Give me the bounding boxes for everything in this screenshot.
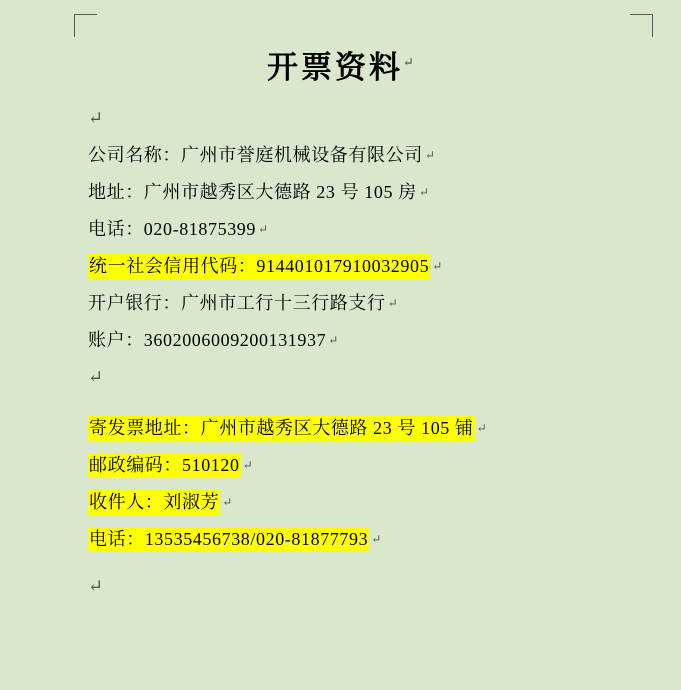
- paragraph-mark: ↵: [432, 259, 443, 273]
- line-recipient-phone: [88, 521, 648, 558]
- page-title-text: 开票资料: [267, 50, 404, 86]
- crop-mark-top-left: [74, 14, 97, 37]
- crop-mark-top-right: [630, 14, 653, 37]
- line-text: 寄发票地址：广州市越秀区大德路 23 号 105 铺: [88, 416, 475, 441]
- line-text: 邮政编码：510120: [88, 453, 241, 478]
- paragraph-mark: ↵: [387, 296, 399, 310]
- paragraph-mark: ↵: [328, 333, 339, 347]
- line-text: 账户：3602006009200131937: [88, 330, 327, 350]
- line-company-name: [88, 137, 648, 174]
- line-address: [88, 174, 648, 211]
- empty-paragraph-1: [88, 100, 648, 137]
- line-text: 地址：广州市越秀区大德路 23 号 105 房: [88, 182, 417, 202]
- document-body: [88, 100, 648, 605]
- spacer: [88, 396, 648, 410]
- line-text: 电话：13535456738/020-81877793: [88, 527, 369, 552]
- line-recipient: [88, 484, 648, 521]
- paragraph-mark: ↵: [88, 108, 104, 128]
- line-phone: [88, 211, 648, 248]
- empty-paragraph-2: [88, 359, 648, 396]
- line-text: 开户银行：广州市工行十三行路支行: [88, 293, 386, 313]
- paragraph-mark: ↵: [242, 458, 254, 472]
- paragraph-mark: ↵: [88, 576, 104, 596]
- paragraph-mark: ↵: [222, 495, 233, 509]
- paragraph-mark: ↵: [371, 532, 382, 546]
- line-postal-code: [88, 447, 648, 484]
- line-tax-id: [88, 248, 648, 285]
- line-text: 收件人：刘淑芳: [88, 490, 220, 515]
- line-text: 统一社会信用代码：914401017910032905: [88, 254, 430, 279]
- line-invoice-mailing-address: [88, 410, 648, 447]
- paragraph-mark: ↵: [403, 55, 414, 71]
- line-bank: [88, 285, 648, 322]
- paragraph-mark: ↵: [476, 421, 488, 435]
- line-text: 电话：020-81875399: [88, 219, 256, 239]
- paragraph-mark: ↵: [258, 222, 269, 236]
- empty-paragraph-3: [88, 568, 648, 605]
- paragraph-mark: ↵: [418, 185, 430, 199]
- paragraph-mark: ↵: [88, 367, 104, 387]
- line-account: [88, 322, 648, 359]
- page-title: [0, 42, 681, 87]
- paragraph-mark: ↵: [424, 148, 436, 162]
- spacer: [88, 558, 648, 568]
- line-text: 公司名称：广州市誉庭机械设备有限公司: [88, 145, 423, 165]
